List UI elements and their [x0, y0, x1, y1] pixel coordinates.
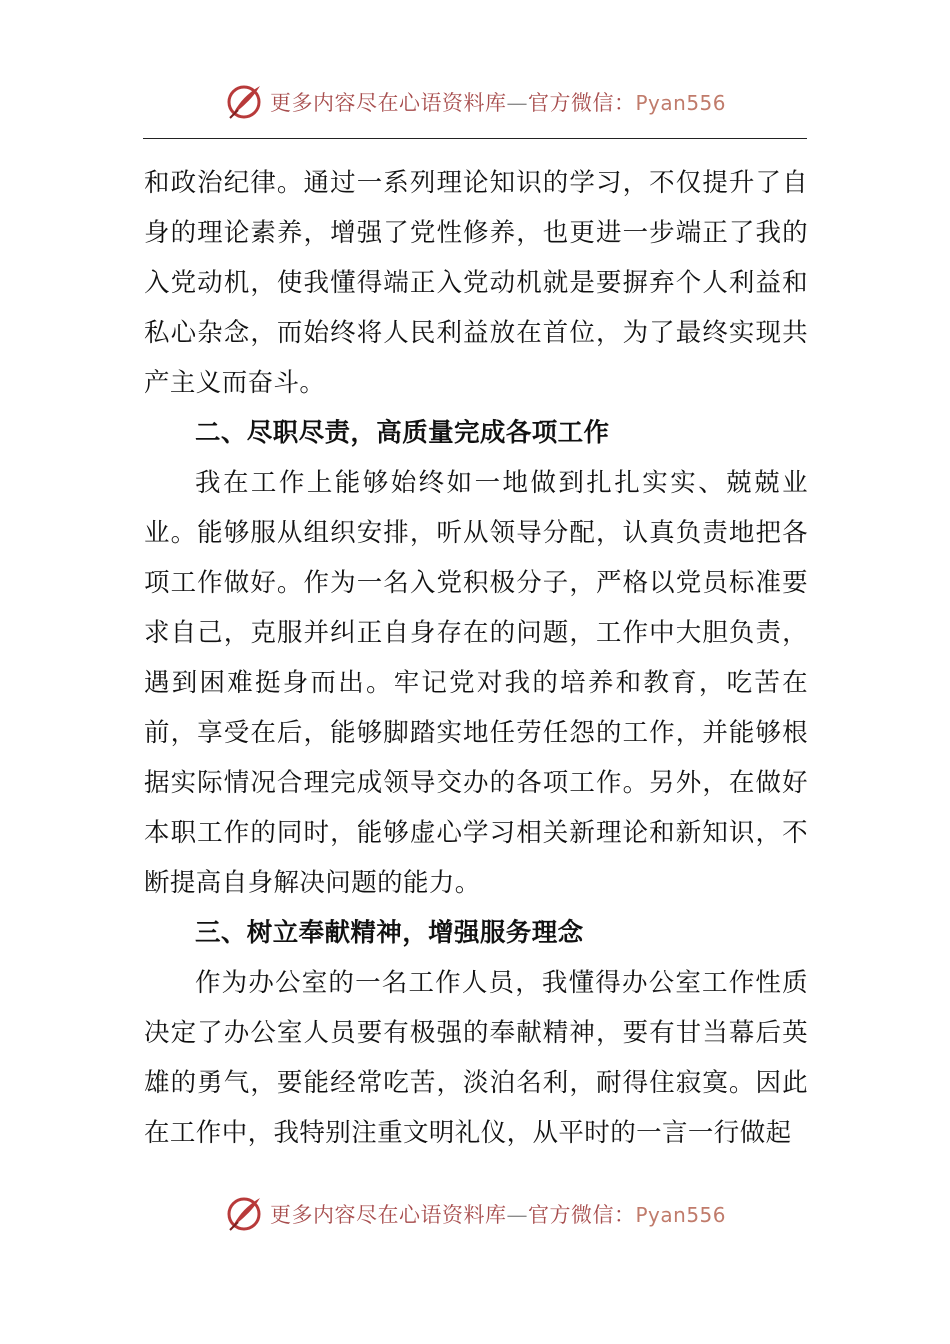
footer-banner-label: 官方微信：: [527, 1203, 636, 1227]
footer-banner: [0, 1192, 950, 1236]
paragraph-continued: 和政治纪律。通过一系列理论知识的学习，不仅提升了自身的理论素养，增强了党性修养，也更进一步端正了我的入党动机，使我懂得端正入党动机就是要摒弃个人利益和私心杂念，而始终将人民利益放在首位，为了最终实现共产主义而奋斗。: [144, 168, 808, 398]
footer-banner-dash: —: [506, 1203, 528, 1227]
section-heading-3: 三、树立奉献精神，增强服务理念: [195, 918, 584, 948]
footer-banner-handle: Pyan556: [635, 1203, 726, 1227]
footer-banner-text: [270, 1199, 726, 1229]
document-body: [144, 158, 808, 1158]
section-heading-2: 二、尽职尽责，高质量完成各项工作: [195, 418, 610, 448]
paragraph-section-3: 作为办公室的一名工作人员，我懂得办公室工作性质决定了办公室人员要有极强的奉献精神，要有甘当幕后英雄的勇气，要能经常吃苦，淡泊名利，耐得住寂寞。因此在工作中，我特别注重文明礼仪，从平时的一言一行做起: [144, 968, 808, 1148]
header-banner: [0, 80, 950, 124]
header-banner-dash: —: [506, 91, 528, 115]
quill-logo-icon: [224, 1194, 264, 1234]
paragraph-section-2: 我在工作上能够始终如一地做到扎扎实实、兢兢业业。能够服从组织安排，听从领导分配，认真负责地把各项工作做好。作为一名入党积极分子，严格以党员标准要求自己，克服并纠正自身存在的问题，工作中大胆负责，遇到困难挺身而出。牢记党对我的培养和教育，吃苦在前，享受在后，能够脚踏实地任劳任怨的工作，并能够根据实际情况合理完成领导交办的各项工作。另外，在做好本职工作的同时，能够虚心学习相关新理论和新知识，不断提高自身解决问题的能力。: [144, 468, 808, 898]
header-banner-handle: Pyan556: [635, 91, 726, 115]
header-divider: [143, 138, 807, 139]
footer-banner-main: 更多内容尽在心语资料库: [269, 1203, 507, 1227]
header-banner-main: 更多内容尽在心语资料库: [269, 91, 507, 115]
header-banner-text: [270, 87, 726, 117]
header-banner-label: 官方微信：: [527, 91, 636, 115]
quill-logo-icon: [224, 82, 264, 122]
